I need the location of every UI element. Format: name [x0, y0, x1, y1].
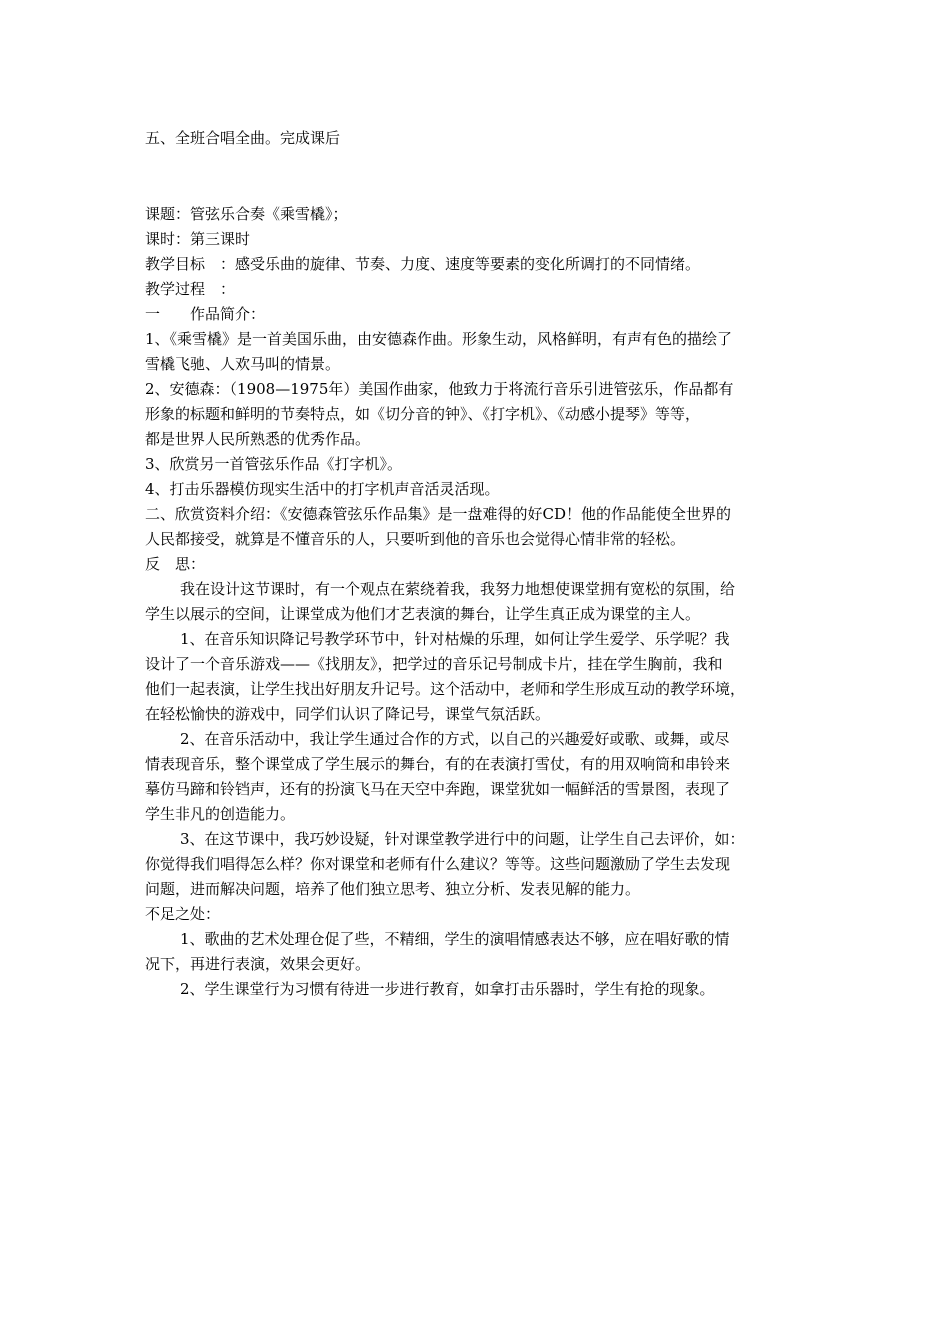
paragraph-line: 况下，再进行表演，效果会更好。 [145, 955, 371, 973]
paragraph-line: 2、安德森：（1908—1975年）美国作曲家，他致力于将流行音乐引进管弦乐，作品都有 [145, 380, 734, 398]
paragraph-line: 摹仿马蹄和铃铛声，还有的扮演飞马在天空中奔跑，课堂犹如一幅鲜活的雪景图，表现了 [145, 780, 731, 798]
paragraph-line: 学生非凡的创造能力。 [145, 805, 296, 823]
paragraph-line: 你觉得我们唱得怎么样？你对课堂和老师有什么建议？等等。这些问题激励了学生去发现 [145, 855, 731, 873]
top-line: 五、全班合唱全曲。完成课后 [145, 129, 341, 147]
paragraph-line: 1、在音乐知识降记号教学环节中，针对枯燥的乐理，如何让学生爱学、乐学呢？我 [180, 630, 730, 648]
paragraph-line: 问题，进而解决问题，培养了他们独立思考、独立分析、发表见解的能力。 [145, 880, 641, 898]
paragraph-line: 都是世界人民所熟悉的优秀作品。 [145, 430, 371, 448]
paragraph-line: 雪橇飞驰、人欢马叫的情景。 [145, 355, 341, 373]
section-heading-reflection: 反 思： [145, 555, 206, 573]
paragraph-line: 2、学生课堂行为习惯有待进一步进行教育，如拿打击乐器时，学生有抢的现象。 [180, 980, 715, 998]
lesson-period: 课时：第三课时 [145, 230, 251, 248]
paragraph-line: 他们一起表演，让学生找出好朋友升记号。这个活动中，老师和学生形成互动的教学环境， [145, 680, 746, 698]
paragraph-line: 二、欣赏资料介绍：《安德森管弦乐作品集》是一盘难得的好CD！他的作品能使全世界的 [145, 505, 732, 523]
lesson-topic: 课题：管弦乐合奏《乘雪橇》； [145, 205, 348, 223]
paragraph-line: 3、欣赏另一首管弦乐作品《打字机》。 [145, 455, 403, 473]
section-heading-intro: 一 作品简介： [145, 305, 266, 323]
paragraph-line: 设计了一个音乐游戏——《找朋友》，把学过的音乐记号制成卡片，挂在学生胸前，我和 [145, 655, 723, 673]
paragraph-line: 1、歌曲的艺术处理仓促了些，不精细，学生的演唱情感表达不够，应在唱好歌的情 [180, 930, 730, 948]
teaching-objective: 教学目标 ：感受乐曲的旋律、节奏、力度、速度等要素的变化所调打的不同情绪。 [145, 255, 701, 273]
paragraph-line: 我在设计这节课时，有一个观点在萦绕着我，我努力地想使课堂拥有宽松的氛围，给 [180, 580, 736, 598]
paragraph-line: 情表现音乐，整个课堂成了学生展示的舞台，有的在表演打雪仗，有的用双响筒和串铃来 [145, 755, 731, 773]
paragraph-line: 人民都接受，就算是不懂音乐的人，只要听到他的音乐也会觉得心情非常的轻松。 [145, 530, 686, 548]
section-heading-shortcomings: 不足之处： [145, 905, 221, 923]
paragraph-line: 3、在这节课中，我巧妙设疑，针对课堂教学进行中的问题，让学生自己去评价，如： [180, 830, 745, 848]
teaching-process: 教学过程 ： [145, 280, 236, 298]
paragraph-line: 形象的标题和鲜明的节奏特点，如《切分音的钟》、《打字机》、《动感小提琴》等等， [145, 405, 701, 423]
paragraph-line: 2、在音乐活动中，我让学生通过合作的方式，以自己的兴趣爱好或歌、或舞，或尽 [180, 730, 730, 748]
paragraph-line: 4、打击乐器模仿现实生活中的打字机声音活灵活现。 [145, 480, 500, 498]
paragraph-line: 在轻松愉快的游戏中，同学们认识了降记号，课堂气氛活跃。 [145, 705, 551, 723]
paragraph-line: 1、《乘雪橇》是一首美国乐曲，由安德森作曲。形象生动，风格鲜明，有声有色的描绘了 [145, 330, 733, 348]
paragraph-line: 学生以展示的空间，让课堂成为他们才艺表演的舞台，让学生真正成为课堂的主人。 [145, 605, 701, 623]
